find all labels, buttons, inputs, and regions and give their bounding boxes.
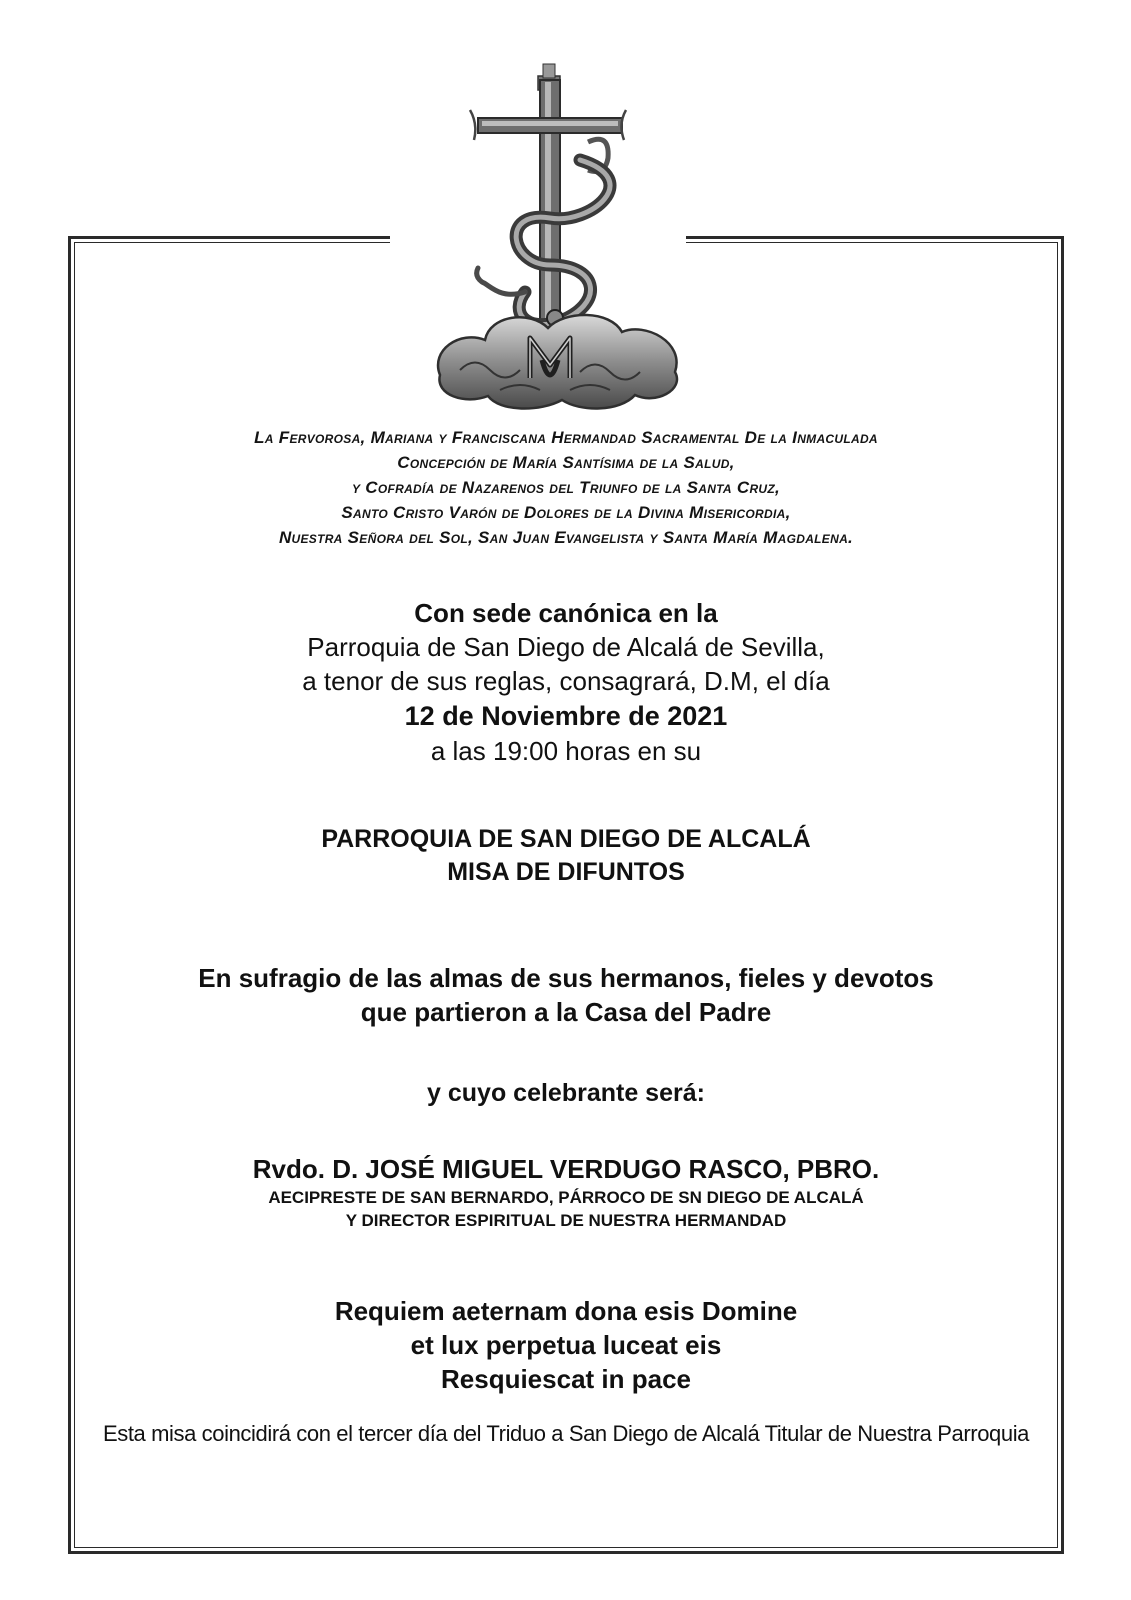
celebrant-details <box>80 1152 1052 1232</box>
event-date: 12 de Noviembre de 2021 <box>404 701 728 731</box>
brotherhood-line: y Cofradía de Nazarenos del Triunfo de la Santa Cruz, <box>351 478 781 497</box>
brotherhood-line: Concepción de María Santísima de la Salud, <box>397 453 735 472</box>
sede-line: Con sede canónica en la <box>414 598 718 628</box>
brotherhood-line: La Fervorosa, Mariana y Franciscana Hermandad Sacramental De la Inmaculada <box>254 428 878 447</box>
tenor-line: a tenor de sus reglas, consagrará, D.M, el día <box>302 666 830 696</box>
prayer-line-3: Resquiescat in pace <box>441 1364 691 1394</box>
intention-line-1: En sufragio de las almas de sus hermanos, fieles y devotos <box>198 963 934 993</box>
event-heading <box>80 823 1052 889</box>
brotherhood-line: Nuestra Señora del Sol, San Juan Evangelista y Santa María Magdalena. <box>278 528 854 547</box>
brotherhood-line: Santo Cristo Varón de Dolores de la Divina Misericordia, <box>341 503 791 522</box>
prayer <box>80 1294 1052 1396</box>
celebrant <box>80 1077 1052 1110</box>
cross-emblem-icon <box>430 60 690 415</box>
footer-note: Esta misa coincidirá con el tercer día del Triduo a San Diego de Alcalá Titular de Nuestra Parroquia <box>102 1421 1030 1446</box>
intention <box>80 961 1052 1029</box>
event-place: PARROQUIA DE SAN DIEGO DE ALCALÁ <box>321 825 811 853</box>
prayer-line-1: Requiem aeternam dona esis Domine <box>334 1296 798 1326</box>
celebrant-name: Rvdo. D. JOSÉ MIGUEL VERDUGO RASCO, PBRO. <box>252 1154 880 1184</box>
celebrant-role-2: Y DIRECTOR ESPIRITUAL DE NUESTRA HERMANDAD <box>345 1211 787 1230</box>
event-time: a las 19:00 horas en su <box>430 736 702 766</box>
celebrant-role-1: AECIPRESTE DE SAN BERNARDO, PÁRROCO DE SN DIEGO DE ALCALÁ <box>268 1188 864 1207</box>
intention-line-2: que partieron a la Casa del Padre <box>360 997 772 1027</box>
prayer-line-2: et lux perpetua luceat eis <box>410 1330 722 1360</box>
announcement <box>80 596 1052 768</box>
parroquia-line: Parroquia de San Diego de Alcalá de Sevilla, <box>307 632 825 662</box>
event-title: MISA DE DIFUNTOS <box>447 858 685 886</box>
brotherhood-name <box>80 425 1052 550</box>
celebrant-intro: y cuyo celebrante será: <box>427 1079 705 1107</box>
